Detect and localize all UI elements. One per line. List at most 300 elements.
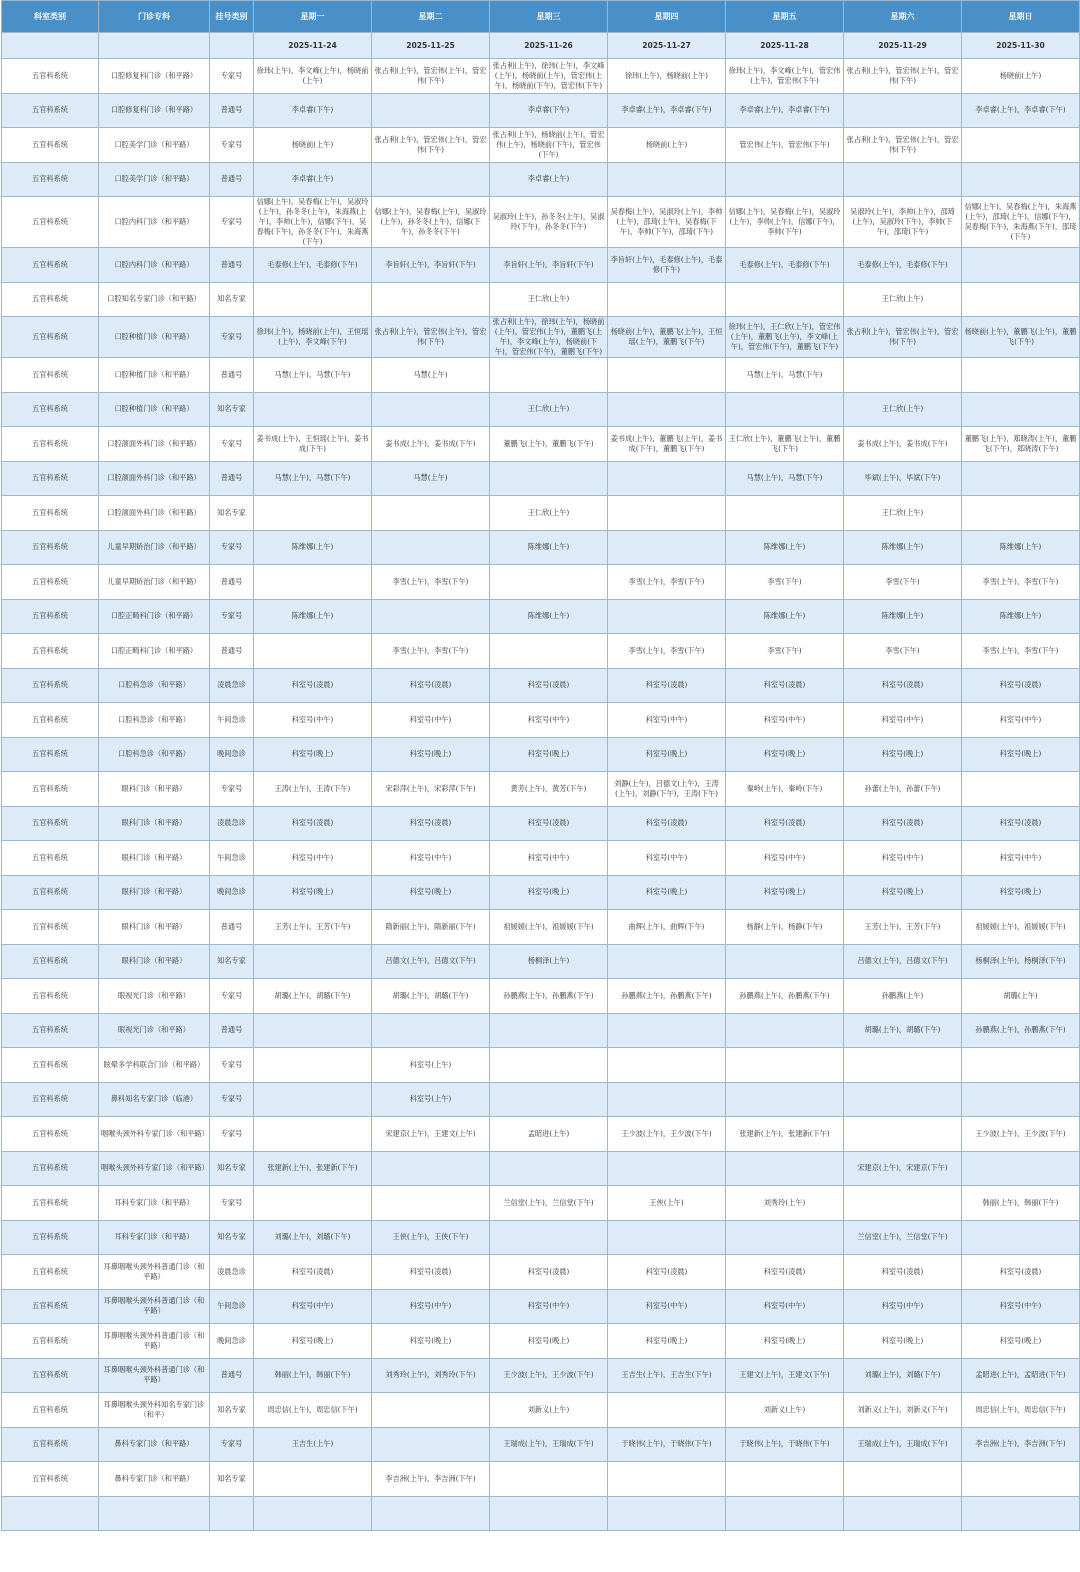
table-cell [372,1496,490,1531]
table-cell: 李卓睿(上午)，李卓睿(下午) [608,93,726,128]
table-cell [254,1496,372,1531]
table-cell: 刘璐(上午)，刘璐(下午) [844,1358,962,1393]
table-cell: 五官科系统 [2,496,99,531]
table-cell: 科室号(晚上) [490,1324,608,1359]
table-cell [490,358,608,393]
table-cell: 毕斌(上午)，毕斌(下午) [844,461,962,496]
table-cell: 耳鼻咽喉头颈外科普通门诊（和平路） [99,1255,210,1290]
table-cell: 信娜(上午)，吴春梅(上午)，吴淑玲(上午)，孙冬冬(上午)，信娜(下午)，孙冬冬(下午) [372,197,490,248]
table-cell [490,1151,608,1186]
table-cell [726,1220,844,1255]
table-cell [254,1082,372,1117]
table-cell: 五官科系统 [2,599,99,634]
column-header: 挂号类别 [210,1,254,33]
table-row [2,668,1080,703]
table-cell [490,1496,608,1531]
table-cell [372,93,490,128]
table-cell: 王仁欣(上午) [844,392,962,427]
table-cell: 眼视光门诊（和平路） [99,1013,210,1048]
table-cell: 科室号(晚上) [726,875,844,910]
table-cell: 王少波(上午)，王少波(下午) [490,1358,608,1393]
table-cell [608,599,726,634]
table-cell [608,1220,726,1255]
table-cell: 刘璐(上午)，刘璐(下午) [254,1220,372,1255]
table-cell: 杨晓前(上午) [608,128,726,163]
table-cell: 眼科门诊（和平路） [99,806,210,841]
table-row [2,496,1080,531]
table-cell: 五官科系统 [2,282,99,317]
table-cell [372,282,490,317]
table-cell: 李卓睿(下午) [254,93,372,128]
table-cell [962,1220,1080,1255]
table-cell: 马慧(上午)，马慧(下午) [254,358,372,393]
table-cell: 王少波(上午)，王少波(下午) [962,1117,1080,1152]
table-cell: 李卓睿(上午) [490,162,608,197]
table-cell: 陈维娜(上午) [844,599,962,634]
table-cell: 张占利(上午)，管宏伟(上午)，管宏伟(下午) [372,59,490,94]
table-cell: 陈维娜(上午) [962,599,1080,634]
table-row [2,979,1080,1014]
table-cell: 科室号(凌晨) [844,668,962,703]
table-cell: 科室号(中午) [844,1289,962,1324]
table-cell: 孙鹏燕(上午) [844,979,962,1014]
table-cell: 晚间急诊 [210,737,254,772]
table-cell: 王涛(上午)，王涛(下午) [254,772,372,807]
table-cell: 韩丽(上午)，韩丽(下午) [254,1358,372,1393]
table-cell [962,1151,1080,1186]
table-cell: 科室号(晚上) [254,1324,372,1359]
date-cell [2,33,99,59]
table-cell: 知名专家 [210,1220,254,1255]
table-cell [608,461,726,496]
column-header: 星期日 [962,1,1080,33]
table-cell: 五官科系统 [2,875,99,910]
table-cell: 五官科系统 [2,634,99,669]
table-cell: 五官科系统 [2,1289,99,1324]
table-cell: 李雪(下午) [844,634,962,669]
table-cell: 专家号 [210,1186,254,1221]
table-cell: 刘秀玲(上午) [726,1186,844,1221]
table-row [2,599,1080,634]
table-cell: 专家号 [210,979,254,1014]
table-row [2,1151,1080,1186]
table-cell [254,496,372,531]
table-cell: 五官科系统 [2,1427,99,1462]
table-cell: 胡璐(上午) [962,979,1080,1014]
table-cell [962,128,1080,163]
table-cell: 科室号(晚上) [844,1324,962,1359]
table-cell: 儿童早期矫治门诊（和平路） [99,565,210,600]
table-cell: 科室号(凌晨) [962,806,1080,841]
table-cell: 知名专家 [210,944,254,979]
table-cell: 普通号 [210,634,254,669]
table-cell: 科室号(晚上) [254,875,372,910]
table-cell: 科室号(凌晨) [254,1255,372,1290]
table-cell [2,1496,99,1531]
table-cell: 口腔修复科门诊（和平路） [99,59,210,94]
table-cell: 口腔颌面外科门诊（和平路） [99,461,210,496]
table-cell: 李卓睿(上午)，李卓睿(下午) [962,93,1080,128]
table-cell: 普通号 [210,910,254,945]
table-cell: 儿童早期矫治门诊（和平路） [99,530,210,565]
table-cell: 五官科系统 [2,1048,99,1083]
table-cell: 科室号(中午) [254,1289,372,1324]
table-cell: 普通号 [210,248,254,283]
date-cell: 2025-11-28 [726,33,844,59]
table-cell: 知名专家 [210,282,254,317]
table-cell: 五官科系统 [2,910,99,945]
table-cell [254,1048,372,1083]
table-row [2,565,1080,600]
table-cell [726,1462,844,1497]
table-cell: 李卓睿(上午)，李卓睿(下午) [726,93,844,128]
table-row [2,248,1080,283]
table-cell [608,1082,726,1117]
table-cell: 张占利(上午)，管宏伟(上午)，管宏伟(下午) [844,317,962,358]
table-cell: 知名专家 [210,1462,254,1497]
table-cell: 五官科系统 [2,59,99,94]
table-cell: 科室号(晚上) [844,737,962,772]
table-cell: 王仁欣(上午) [490,496,608,531]
table-cell: 午间急诊 [210,703,254,738]
table-row [2,1427,1080,1462]
table-cell: 科室号(中午) [726,703,844,738]
table-cell: 科室号(晚上) [254,737,372,772]
column-header: 星期六 [844,1,962,33]
table-cell [372,162,490,197]
table-cell [254,1117,372,1152]
table-cell: 知名专家 [210,392,254,427]
table-cell: 科室号(凌晨) [490,1255,608,1290]
table-cell: 曲辉(上午)，曲辉(下午) [608,910,726,945]
table-row [2,317,1080,358]
table-cell [962,1048,1080,1083]
table-cell: 毛泰修(上午)，毛泰修(下午) [844,248,962,283]
table-cell: 口腔美学门诊（和平路） [99,128,210,163]
table-cell: 李吉洲(上午)，李吉洲(下午) [962,1427,1080,1462]
table-row [2,282,1080,317]
table-cell [962,1496,1080,1531]
table-cell: 五官科系统 [2,1324,99,1359]
table-cell: 口腔颌面外科门诊（和平路） [99,496,210,531]
table-cell: 徐玮(上午)，杨晓前(上午) [608,59,726,94]
table-cell: 口腔种植门诊（和平路） [99,392,210,427]
table-cell: 口腔颌面外科门诊（和平路） [99,427,210,462]
table-cell: 耳鼻咽喉头颈外科普通门诊（和平路） [99,1289,210,1324]
date-row [2,33,1080,59]
table-cell: 口腔内科门诊（和平路） [99,248,210,283]
table-cell: 姜书成(上午)，董鹏飞(上午)，姜书成(下午)，董鹏飞(下午) [608,427,726,462]
table-cell: 兰信堂(上午)，兰信堂(下午) [490,1186,608,1221]
table-cell: 眩晕多学科联合门诊（和平路） [99,1048,210,1083]
table-cell: 吴淑玲(上午)，孙冬冬(上午)，吴淑玲(下午)，孙冬冬(下午) [490,197,608,248]
table-cell: 普通号 [210,358,254,393]
table-cell: 口腔正畸科门诊（和平路） [99,599,210,634]
table-cell [372,530,490,565]
table-cell: 科室号(中午) [844,841,962,876]
table-cell: 五官科系统 [2,317,99,358]
table-cell: 眼科门诊（和平路） [99,841,210,876]
table-cell: 科室号(晚上) [962,1324,1080,1359]
table-cell: 五官科系统 [2,427,99,462]
table-cell [962,772,1080,807]
table-cell [490,1462,608,1497]
table-cell [254,565,372,600]
date-cell: 2025-11-26 [490,33,608,59]
table-cell: 专家号 [210,772,254,807]
table-cell: 马慧(上午)，马慧(下午) [726,358,844,393]
table-cell [962,461,1080,496]
table-cell: 科室号(晚上) [608,1324,726,1359]
table-cell: 口腔科急诊（和平路） [99,703,210,738]
table-cell: 陈维娜(上午) [490,530,608,565]
table-cell: 五官科系统 [2,1117,99,1152]
table-cell: 晚间急诊 [210,875,254,910]
table-cell: 马慧(上午)，马慧(下午) [726,461,844,496]
table-cell: 口腔内科门诊（和平路） [99,197,210,248]
table-cell: 科室号(晚上) [372,875,490,910]
table-cell [490,565,608,600]
table-cell: 科室号(晚上) [608,875,726,910]
table-cell: 科室号(凌晨) [372,1255,490,1290]
table-cell: 王仁欣(上午) [490,282,608,317]
table-cell: 五官科系统 [2,1151,99,1186]
table-cell: 鼻科专家门诊（和平路） [99,1462,210,1497]
table-cell: 徐玮(上午)，王仁欣(上午)，管宏伟(上午)，董鹏飞(上午)，李文峰(上午)，管宏伟(下午)，董鹏飞(下午) [726,317,844,358]
table-cell [254,944,372,979]
table-cell: 王吉生(上午) [254,1427,372,1462]
table-row [2,197,1080,248]
table-cell: 孟昭进(上午)，孟昭进(下午) [962,1358,1080,1393]
table-cell: 杨晓前(上午) [254,128,372,163]
table-cell [372,1013,490,1048]
table-cell [372,1151,490,1186]
table-row [2,1117,1080,1152]
table-cell [608,1462,726,1497]
table-cell: 隋新丽(上午)，隋新丽(下午) [372,910,490,945]
table-cell [608,1048,726,1083]
table-row [2,358,1080,393]
table-cell [726,1151,844,1186]
table-cell: 耳鼻咽喉头颈外科普通门诊（和平路） [99,1324,210,1359]
table-cell [844,1186,962,1221]
table-cell: 科室号(凌晨) [254,806,372,841]
table-cell: 凌晨急诊 [210,668,254,703]
table-cell: 孟昭进(上午) [490,1117,608,1152]
date-cell [99,33,210,59]
column-header: 星期四 [608,1,726,33]
table-cell: 耳鼻咽喉头颈外科普通门诊（和平路） [99,1358,210,1393]
table-cell [608,1013,726,1048]
table-cell: 五官科系统 [2,197,99,248]
table-cell: 科室号(凌晨) [844,806,962,841]
table-cell: 科室号(晚上) [962,875,1080,910]
table-cell [99,1496,210,1531]
table-cell: 马慧(上午) [372,461,490,496]
table-cell: 孙蕾(上午)，孙蕾(下午) [844,772,962,807]
table-cell [962,248,1080,283]
table-cell: 王仁欣(上午) [844,282,962,317]
table-cell: 科室号(凌晨) [608,1255,726,1290]
table-cell [844,93,962,128]
table-cell: 吕德文(上午)，吕德文(下午) [844,944,962,979]
table-cell: 科室号(中午) [962,703,1080,738]
table-cell: 陈维娜(上午) [254,599,372,634]
table-cell: 孙鹏燕(上午)，孙鹏燕(下午) [490,979,608,1014]
table-cell: 科室号(中午) [726,1289,844,1324]
table-cell: 眼视光门诊（和平路） [99,979,210,1014]
table-cell: 董鹏飞(上午)，郑晓涛(上午)，董鹏飞(下午)，郑晓涛(下午) [962,427,1080,462]
table-cell: 专家号 [210,197,254,248]
table-cell: 五官科系统 [2,1358,99,1393]
table-cell: 黄芳(上午)，黄芳(下午) [490,772,608,807]
table-cell: 科室号(凌晨) [844,1255,962,1290]
table-cell [726,496,844,531]
table-cell: 陈维娜(上午) [962,530,1080,565]
table-row [2,1289,1080,1324]
table-cell [608,1393,726,1428]
table-cell [490,634,608,669]
table-cell: 马慧(上午)，马慧(下午) [254,461,372,496]
table-cell: 科室号(中午) [372,841,490,876]
table-cell [210,1496,254,1531]
table-cell: 科室号(中午) [608,703,726,738]
table-cell: 科室号(凌晨) [254,668,372,703]
table-cell [608,162,726,197]
table-cell: 张占利(上午)，管宏伟(上午)，管宏伟(下午) [372,128,490,163]
table-cell: 陈维娜(上午) [844,530,962,565]
table-cell: 信娜(上午)，吴春梅(上午)，朱海燕(上午)，邵琦(上午)，信娜(下午)，吴春梅(下午)，朱海燕(下午)，邵琦(下午) [962,197,1080,248]
table-cell [372,1186,490,1221]
table-cell: 董鹏飞(上午)，董鹏飞(下午) [490,427,608,462]
table-cell: 徐玮(上午)，杨晓前(上午)，王恒瑶(上午)，李文峰(下午) [254,317,372,358]
table-cell: 王吉生(上午)，王吉生(下午) [608,1358,726,1393]
table-cell: 晚间急诊 [210,1324,254,1359]
table-cell [372,1393,490,1428]
table-cell: 兰信堂(上午)，兰信堂(下午) [844,1220,962,1255]
table-cell [844,162,962,197]
table-cell [254,392,372,427]
column-header: 星期五 [726,1,844,33]
table-header-row [2,1,1080,33]
table-cell: 五官科系统 [2,248,99,283]
table-cell: 王侠(上午) [608,1186,726,1221]
table-cell: 凌晨急诊 [210,1255,254,1290]
table-row [2,634,1080,669]
table-cell: 耳科专家门诊（和平路） [99,1186,210,1221]
table-cell: 李雪(上午)，李雪(下午) [962,565,1080,600]
table-cell [726,162,844,197]
table-cell: 五官科系统 [2,772,99,807]
table-cell: 祖媛媛(上午)，祖媛媛(下午) [962,910,1080,945]
table-cell: 五官科系统 [2,461,99,496]
table-cell [726,1496,844,1531]
table-cell [962,392,1080,427]
table-cell: 刘静(上午)，吕德文(上午)，王涛(上午)，刘静(下午)，王涛(下午) [608,772,726,807]
table-row [2,59,1080,94]
table-cell [844,1048,962,1083]
table-cell: 张占利(上午)，徐玮(上午)，李文峰(上午)，杨晓前(上午)，管宏伟(上午)，杨晓前(下午)，管宏伟(下午) [490,59,608,94]
table-cell: 口腔科急诊（和平路） [99,668,210,703]
table-cell: 韩丽(上午)，韩丽(下午) [962,1186,1080,1221]
table-cell: 李雪(上午)，李雪(下午) [608,565,726,600]
table-cell: 马慧(上午) [372,358,490,393]
table-cell: 李雪(上午)，李雪(下午) [962,634,1080,669]
table-cell: 耳科专家门诊（和平路） [99,1220,210,1255]
table-cell: 孙鹏燕(上午)，孙鹏燕(下午) [608,979,726,1014]
table-cell: 五官科系统 [2,703,99,738]
table-cell [254,282,372,317]
table-cell: 眼科门诊（和平路） [99,910,210,945]
table-cell: 王建文(上午)，王建文(下午) [726,1358,844,1393]
table-cell: 李雪(上午)，李雪(下午) [372,634,490,669]
table-cell: 杨晓前(上午)，董鹏飞(上午)，董鹏飞(下午) [962,317,1080,358]
table-cell: 刘新义(上午) [490,1393,608,1428]
table-cell [254,1462,372,1497]
table-cell: 科室号(凌晨) [490,806,608,841]
table-cell: 五官科系统 [2,1462,99,1497]
table-cell: 徐玮(上午)，李文峰(上午)，杨晓前(上午) [254,59,372,94]
table-row [2,93,1080,128]
table-cell: 李雪(下午) [844,565,962,600]
table-cell [372,599,490,634]
table-cell: 宋建京(上午)，王建文(上午) [372,1117,490,1152]
table-cell: 普通号 [210,162,254,197]
table-row [2,772,1080,807]
schedule-table [1,0,1080,1531]
table-cell [254,1013,372,1048]
table-cell: 科室号(凌晨) [372,668,490,703]
table-cell: 鼻科知名专家门诊（临港） [99,1082,210,1117]
column-header: 门诊专科 [99,1,210,33]
table-cell: 杨晓前(上午)，董鹏飞(上午)，王恒瑶(上午)，董鹏飞(下午) [608,317,726,358]
table-cell: 科室号(凌晨) [962,668,1080,703]
table-row [2,427,1080,462]
table-cell: 姜书成(上午)，姜书成(下午) [372,427,490,462]
table-row [2,944,1080,979]
table-cell: 信娜(上午)，吴春梅(上午)，吴淑玲(上午)，李帅(上午)，信娜(下午)，李帅(下午) [726,197,844,248]
table-cell [490,1013,608,1048]
table-cell: 鼻科专家门诊（和平路） [99,1427,210,1462]
table-cell: 五官科系统 [2,565,99,600]
table-row [2,1462,1080,1497]
table-cell: 陈维娜(上午) [726,530,844,565]
table-cell: 杨静(上午)，杨静(下午) [726,910,844,945]
table-cell: 科室号(晚上) [844,875,962,910]
table-cell: 五官科系统 [2,1082,99,1117]
table-cell: 王少波(上午)，王少波(下午) [608,1117,726,1152]
table-cell: 知名专家 [210,1393,254,1428]
table-cell [490,1220,608,1255]
table-cell: 宋彩萍(上午)，宋彩萍(下午) [372,772,490,807]
table-body [2,59,1080,1531]
table-cell: 专家号 [210,1117,254,1152]
table-cell: 王芳(上午)，王芳(下午) [254,910,372,945]
table-cell: 五官科系统 [2,806,99,841]
column-header: 星期二 [372,1,490,33]
table-cell: 五官科系统 [2,1013,99,1048]
table-cell [726,1013,844,1048]
table-cell [372,1427,490,1462]
table-cell: 李雪(下午) [726,634,844,669]
table-row [2,128,1080,163]
table-cell: 科室号(凌晨) [962,1255,1080,1290]
table-cell [726,1082,844,1117]
table-cell [608,1151,726,1186]
table-row [2,1358,1080,1393]
table-row [2,875,1080,910]
table-cell: 口腔科急诊（和平路） [99,737,210,772]
